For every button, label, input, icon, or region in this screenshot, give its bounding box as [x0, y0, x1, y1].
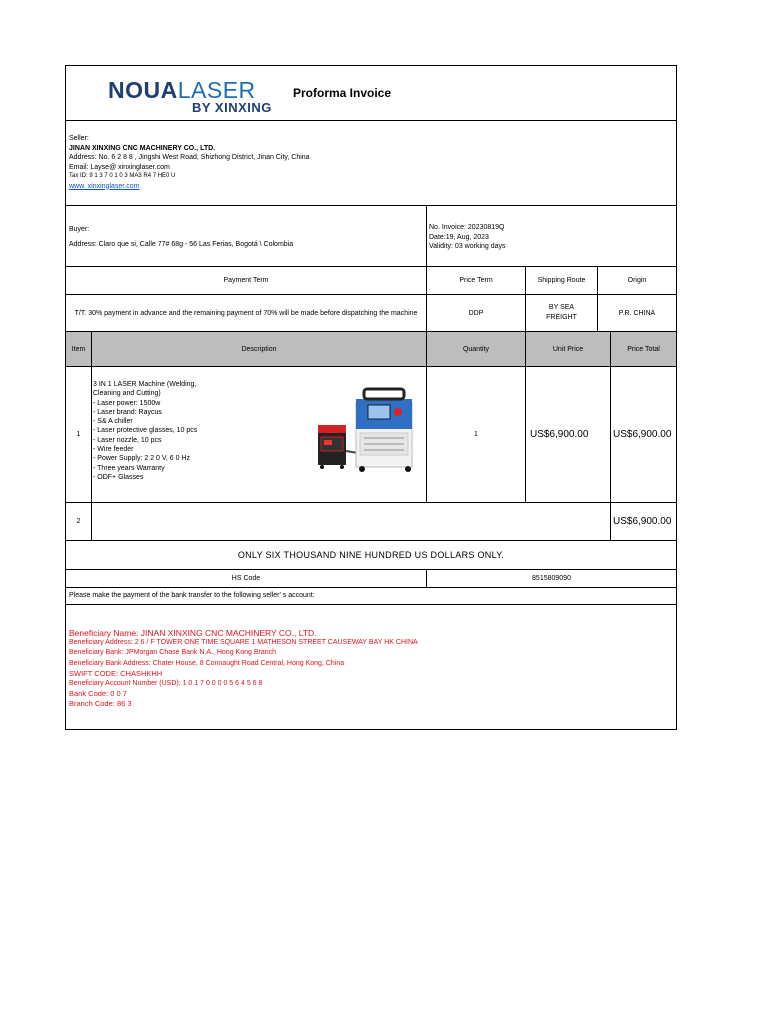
payment-term-header: Payment Term [66, 267, 427, 294]
description-line: - Laser brand: Raycus [93, 408, 162, 416]
invoice-number: No. Invoice: 20230819Q [429, 224, 505, 231]
seller-email: Email: Layse@ xinxinglaser.com [69, 163, 170, 171]
price-total-col-header: Price Total [627, 345, 660, 353]
shipping-route-header: Shipping Route [526, 267, 598, 294]
origin-header: Origin [627, 277, 647, 284]
swift-code: SWIFT CODE: CHASHKHH [69, 668, 163, 678]
company-logo [108, 78, 278, 114]
invoice-date: Date:19, Aug, 2023 [429, 233, 489, 241]
description-line: - Wire feeder [93, 446, 134, 454]
seller-label: Seller: [69, 135, 89, 142]
laser-machine-image [312, 381, 422, 476]
document-title: Proforma Invoice [293, 86, 392, 100]
beneficiary-address: Beneficiary Address: 2 6 / F TOWER ONE TIME SQUARE 1 MATHESON STREET CAUSEWAY BAY HK CHINA [69, 639, 418, 647]
amount-in-words: ONLY SIX THOUSAND NINE HUNDRED US DOLLARS ONLY. [237, 550, 505, 560]
table-row [66, 367, 676, 503]
seller-section [66, 121, 676, 206]
origin-value: P.R. CHINA [618, 309, 656, 317]
account-number: Beneficiary Account Number (USD): 1 0 1 7 0 0 0 0 5 6 4 5 6 8 [69, 680, 263, 688]
description-line: - Laser power: 1500w [93, 399, 161, 407]
description-line: - S& A chiller [93, 418, 133, 426]
total-row-spacer [92, 503, 611, 540]
item-col-header: Item [66, 332, 92, 366]
buyer-address: Address: Claro que si, Calle 77# 68g - 56 Las Ferias, Bogotá \ Colombia [69, 241, 294, 248]
payment-note: Please make the payment of the bank transfer to the following seller' s account: [69, 592, 315, 599]
hs-code-row [66, 570, 676, 588]
item-description [93, 380, 197, 482]
price-term-value: DDP [427, 295, 526, 331]
description-line: - Laser protective glasses, 10 pcs [93, 427, 198, 435]
hs-code-label: HS Code [66, 570, 427, 587]
buyer-label: Buyer: [69, 226, 90, 233]
beneficiary-bank-address: Beneficiary Bank Address: Chater House, 8 Connaught Road Central, Hong Kong, China [69, 659, 345, 667]
terms-values-row [66, 295, 676, 332]
description-line: - Power Supply: 2 2 0 V, 6 0 Hz [93, 455, 191, 463]
invoice-validity: Validity: 03 working days [429, 243, 506, 250]
shipping-route-value: BY SEA FREIGHT [526, 295, 598, 331]
beneficiary-bank: Beneficiary Bank: JPMorgan Chase Bank N.A., Hong Kong Branch [69, 649, 276, 657]
items-header-row [66, 332, 676, 367]
terms-header-row [66, 267, 676, 295]
invoice-sheet [65, 65, 677, 730]
description-line: - ODF+ Glasses [93, 473, 144, 481]
amount-words-row [66, 541, 676, 570]
total-row [66, 503, 676, 541]
item-price-total: US$6,900.00 [613, 429, 672, 440]
bank-details [69, 628, 418, 710]
branch-code: Branch Code: 86 3 [69, 699, 132, 709]
unit-price-col-header: Unit Price [526, 332, 611, 366]
item-unit-price: US$6,900.00 [526, 367, 611, 502]
logo-text-noua: NOUA [108, 77, 178, 103]
payment-term-value: T/T. 30% payment in advance and the remaining payment of 70% will be made before dispatching the machine [66, 295, 427, 331]
logo-subtext: BY XINXING [192, 100, 272, 115]
price-term-header: Price Term [427, 267, 526, 294]
buyer-section [66, 206, 676, 267]
grand-total: US$6,900.00 [613, 516, 672, 527]
seller-name: JINAN XINXING CNC MACHINERY CO., LTD. [69, 144, 216, 152]
quantity-col-header: Quantity [427, 332, 526, 366]
item-quantity: 1 [427, 367, 526, 502]
description-line: - Three years Warranty [93, 464, 165, 472]
item-description-cell [92, 367, 427, 502]
seller-address: Address: No. 6 2 8 8 , Jingshi West Road, Shizhong District, Jinan City, China [69, 154, 310, 161]
bank-code: Bank Code: 0 0 7 [69, 689, 127, 699]
description-line: 3 IN 1 LASER Machine (Welding, [93, 381, 197, 388]
item-number: 1 [66, 367, 92, 502]
payment-note-row [66, 588, 676, 605]
seller-website-link[interactable]: www. xinxinglaser.com [69, 182, 140, 190]
logo-text-laser: LASER [177, 77, 256, 103]
seller-tax-id: Tax ID: 9 1 3 7 0 1 0 3 MA3 R4 7 HE0 U [69, 173, 176, 179]
beneficiary-name: Beneficiary Name: JINAN XINXING CNC MACHINERY CO., LTD. [69, 628, 317, 638]
description-col-header: Description [92, 332, 427, 366]
description-line: - Laser nozzle, 10 pcs [93, 436, 162, 444]
header-row [66, 66, 676, 121]
hs-code-value: 8515809090 [532, 575, 571, 582]
description-line: Cleaning and Cutting) [93, 390, 161, 398]
total-row-number: 2 [66, 503, 92, 540]
